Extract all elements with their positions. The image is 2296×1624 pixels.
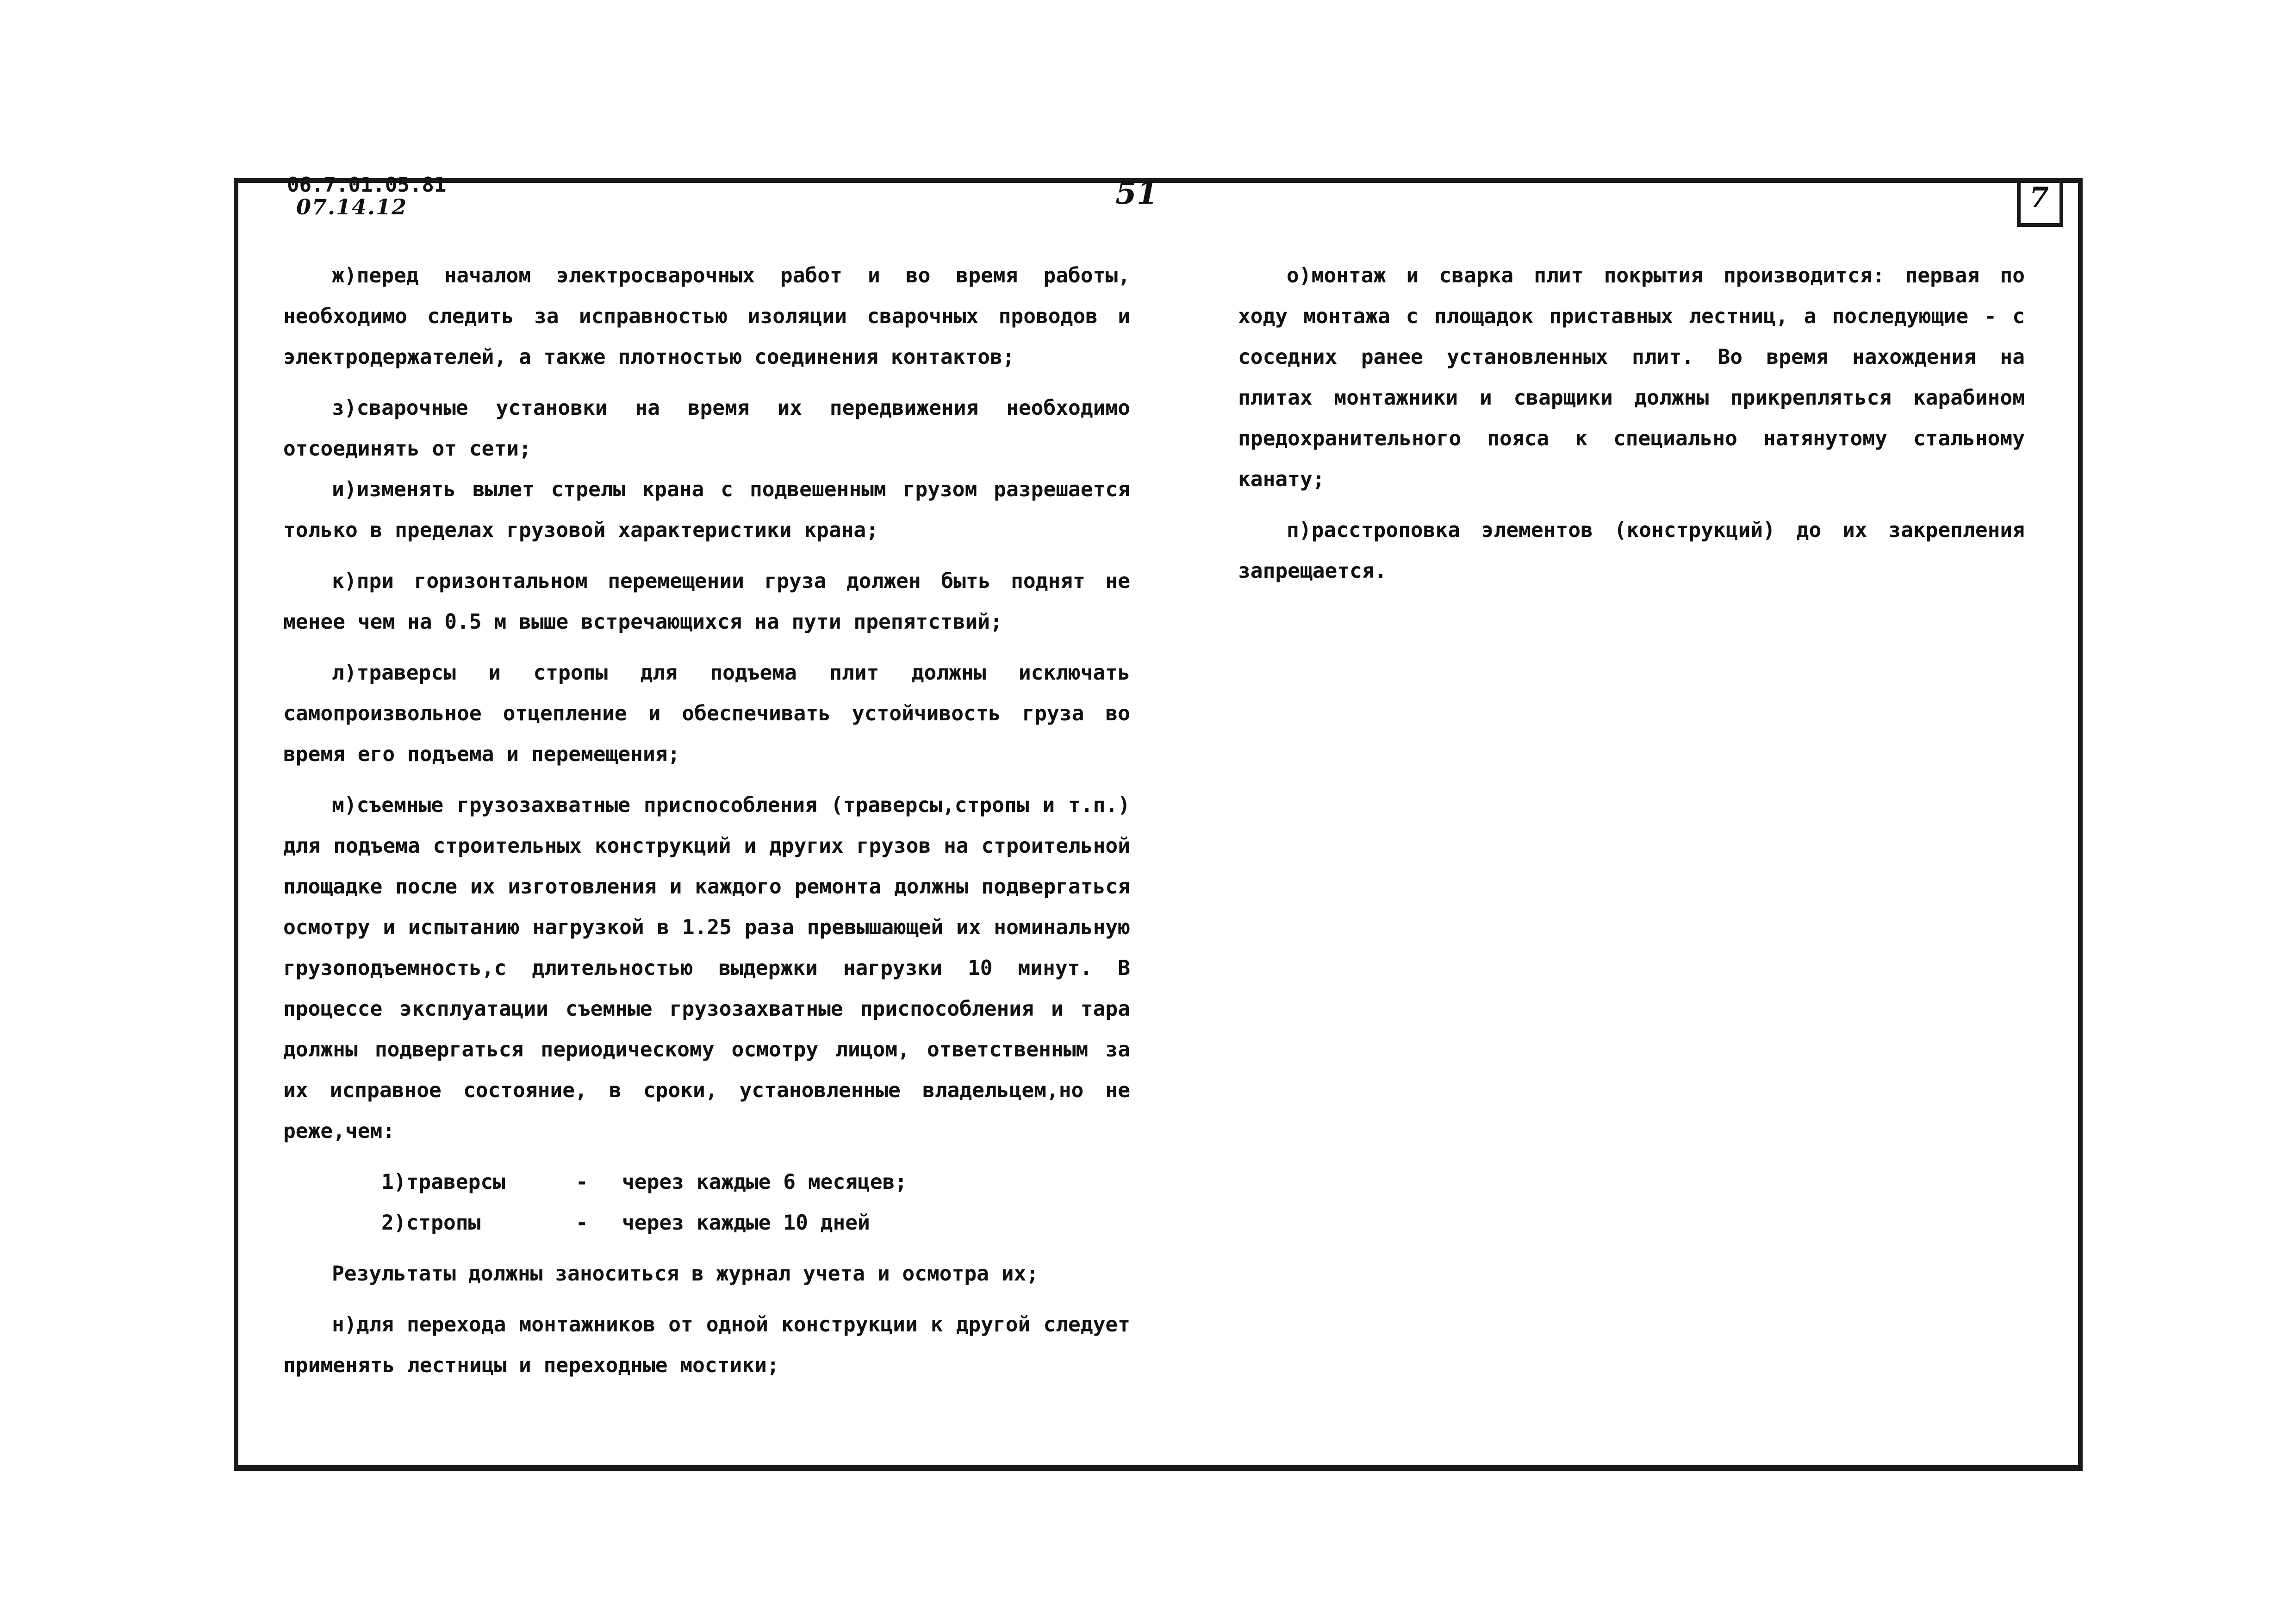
paragraph-item-o: о)монтаж и сварка плит покрытия производится: первая по ходу монтажа с площадок приставных лестниц, а последующие - с соседних ранее установленных плит. Во время нахождения на плитах монтажники и сварщики должны прикрепляться карабином предохранительного пояса к специально натянутому стальному канату; <box>1238 264 2025 491</box>
schedule-row <box>283 1162 1130 1203</box>
schedule-term: через каждые 10 дней <box>622 1211 870 1235</box>
schedule-item: 1)траверсы <box>381 1170 505 1194</box>
right-column <box>1238 256 2025 592</box>
document-code: 06.7.01.05.81 <box>287 173 447 197</box>
schedule-row <box>283 1203 1130 1243</box>
schedule-dash: - <box>576 1170 588 1194</box>
schedule-dash: - <box>576 1211 588 1235</box>
paragraph-item-l: л)траверсы и стропы для подъема плит должны исключать самопроизвольное отцепление и обеспечивать устойчивость груза во время его подъема и перемещения; <box>283 661 1130 766</box>
paragraph-item-k: к)при горизонтальном перемещении груза должен быть поднят не менее чем на 0.5 м выше встречающихся на пути препятствий; <box>283 569 1130 634</box>
schedule-item: 2)стропы <box>381 1211 481 1235</box>
paragraph-item-p: п)расстроповка элементов (конструкций) до их закрепления запрещается. <box>1238 518 2025 583</box>
paragraph-item-m: м)съемные грузозахватные приспособления (траверсы,стропы и т.п.) для подъема строительных конструкций и других грузов на строительной площадке после их изготовления и каждого ремонта должны подвергаться осмотру и испытанию нагрузкой в 1.25 раза превышающей их номинальную грузоподъемность,с длительностью выдержки нагрузки 10 минут. В процессе эксплуатации съемные грузозахватные приспособления и тара должны подвергаться периодическому осмотру лицом, ответственным за их исправное состояние, в сроки, установленные владельцем,но не реже,чем: <box>283 793 1130 1143</box>
left-column <box>283 256 1130 1386</box>
inspection-schedule <box>283 1162 1130 1243</box>
paragraph-item-z: з)сварочные установки на время их передвижения необходимо отсоединять от сети; <box>283 396 1130 461</box>
handwritten-code: 07.14.12 <box>296 194 408 219</box>
sheet-number: 7 <box>2029 181 2049 214</box>
page-number: 51 <box>1115 175 1158 211</box>
schedule-term: через каждые 6 месяцев; <box>622 1170 908 1194</box>
paragraph-item-i: и)изменять вылет стрелы крана с подвешенным грузом разрешается только в пределах грузовой характеристики крана; <box>283 478 1130 542</box>
paragraph-item-n: н)для перехода монтажников от одной конструкции к другой следует применять лестницы и переходные мостики; <box>283 1313 1130 1377</box>
paragraph-results: Результаты должны заноситься в журнал учета и осмотра их; <box>332 1262 1039 1286</box>
paragraph-item-zh: ж)перед началом электросварочных работ и во время работы, необходимо следить за исправностью изоляции сварочных проводов и электродержателей, а также плотностью соединения контактов; <box>283 264 1130 369</box>
